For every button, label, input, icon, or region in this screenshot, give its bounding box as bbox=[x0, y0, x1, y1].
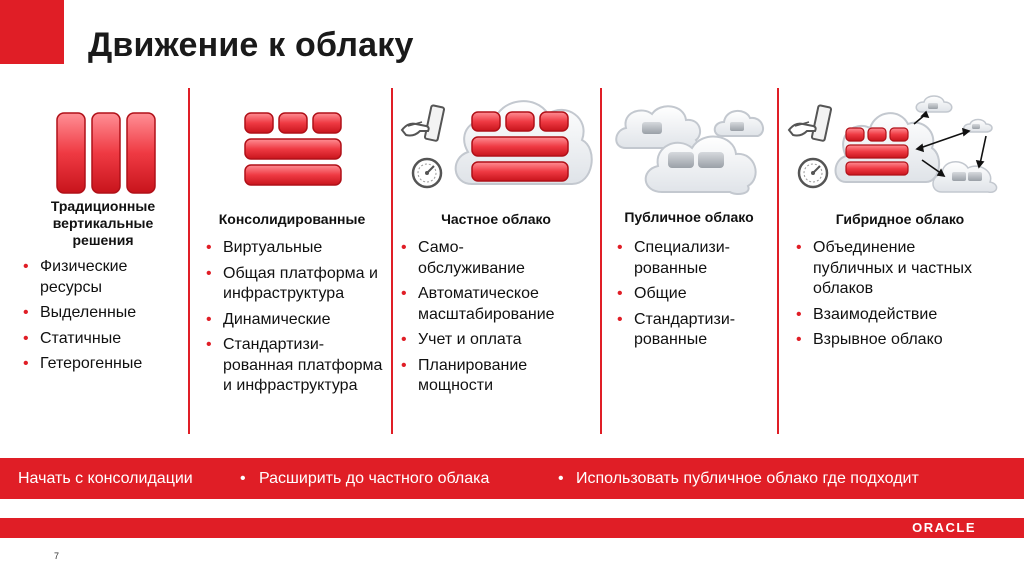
list-item: • Взаимодействие bbox=[796, 305, 996, 326]
bullet-list-traditional bbox=[23, 257, 183, 380]
column-heading-hybrid: Гибридное облако bbox=[835, 211, 965, 227]
public-cloud-icon bbox=[612, 100, 772, 200]
private-cloud-icon bbox=[450, 88, 596, 200]
band-item-consolidation: Начать с консолидации bbox=[18, 470, 193, 487]
column-heading-private: Частное облако bbox=[441, 211, 551, 227]
list-item: • Учет и оплата bbox=[401, 330, 597, 351]
column-divider bbox=[391, 88, 393, 434]
list-item: • Виртуальные bbox=[206, 238, 386, 259]
list-item: • Объединение публичных и частных облаков bbox=[796, 238, 983, 300]
hybrid-cloud-icon bbox=[834, 96, 1014, 200]
self-service-hand-icon bbox=[787, 104, 837, 148]
list-item: • Общие bbox=[617, 284, 767, 305]
list-item: • Планирование мощности bbox=[401, 356, 568, 397]
column-divider bbox=[188, 88, 190, 434]
footer-bar bbox=[0, 518, 1024, 538]
consolidated-blocks-icon bbox=[244, 112, 344, 188]
list-item: • Динамические bbox=[206, 310, 386, 331]
vertical-silos-icon bbox=[56, 112, 156, 196]
column-heading-traditional: Традиционные вертикальные решения bbox=[50, 198, 156, 248]
band-separator: • bbox=[240, 470, 246, 487]
bullet-list-hybrid bbox=[796, 238, 996, 356]
column-heading-consolidated: Консолидированные bbox=[218, 211, 366, 227]
list-item: • Специализи-рованные bbox=[617, 238, 754, 279]
bullet-list-public bbox=[617, 238, 767, 356]
gauge-icon bbox=[796, 156, 830, 190]
bullet-list-private bbox=[401, 238, 597, 402]
band-separator: • bbox=[558, 470, 564, 487]
list-item: • Само-обслуживание bbox=[401, 238, 536, 279]
band-item-private: Расширить до частного облака bbox=[259, 470, 490, 487]
list-item: • Автоматическое масштабирование bbox=[401, 284, 597, 325]
corner-accent bbox=[0, 0, 64, 64]
oracle-logo: ORACLE bbox=[912, 520, 976, 535]
list-item: • Статичные bbox=[23, 329, 183, 350]
summary-band bbox=[0, 458, 1024, 499]
page-title: Движение к облаку bbox=[88, 26, 414, 64]
list-item: • Взрывное облако bbox=[796, 330, 996, 351]
list-item: • Стандартизи-рованные bbox=[617, 310, 764, 351]
band-item-public: Использовать публичное облако где подходит bbox=[576, 470, 919, 487]
self-service-hand-icon bbox=[400, 104, 450, 148]
column-divider bbox=[777, 88, 779, 434]
column-heading-public: Публичное облако bbox=[624, 209, 754, 225]
gauge-icon bbox=[410, 156, 444, 190]
list-item: • Физические ресурсы bbox=[23, 257, 183, 298]
list-item: • Общая платформа и инфраструктура bbox=[206, 264, 386, 305]
list-item: • Выделенные bbox=[23, 303, 183, 324]
column-divider bbox=[600, 88, 602, 434]
list-item: • Гетерогенные bbox=[23, 354, 183, 375]
bullet-list-consolidated bbox=[206, 238, 386, 402]
list-item: • Стандартизи-рованная платформа и инфраструктура bbox=[206, 335, 386, 397]
page-number: 7 bbox=[54, 551, 60, 561]
